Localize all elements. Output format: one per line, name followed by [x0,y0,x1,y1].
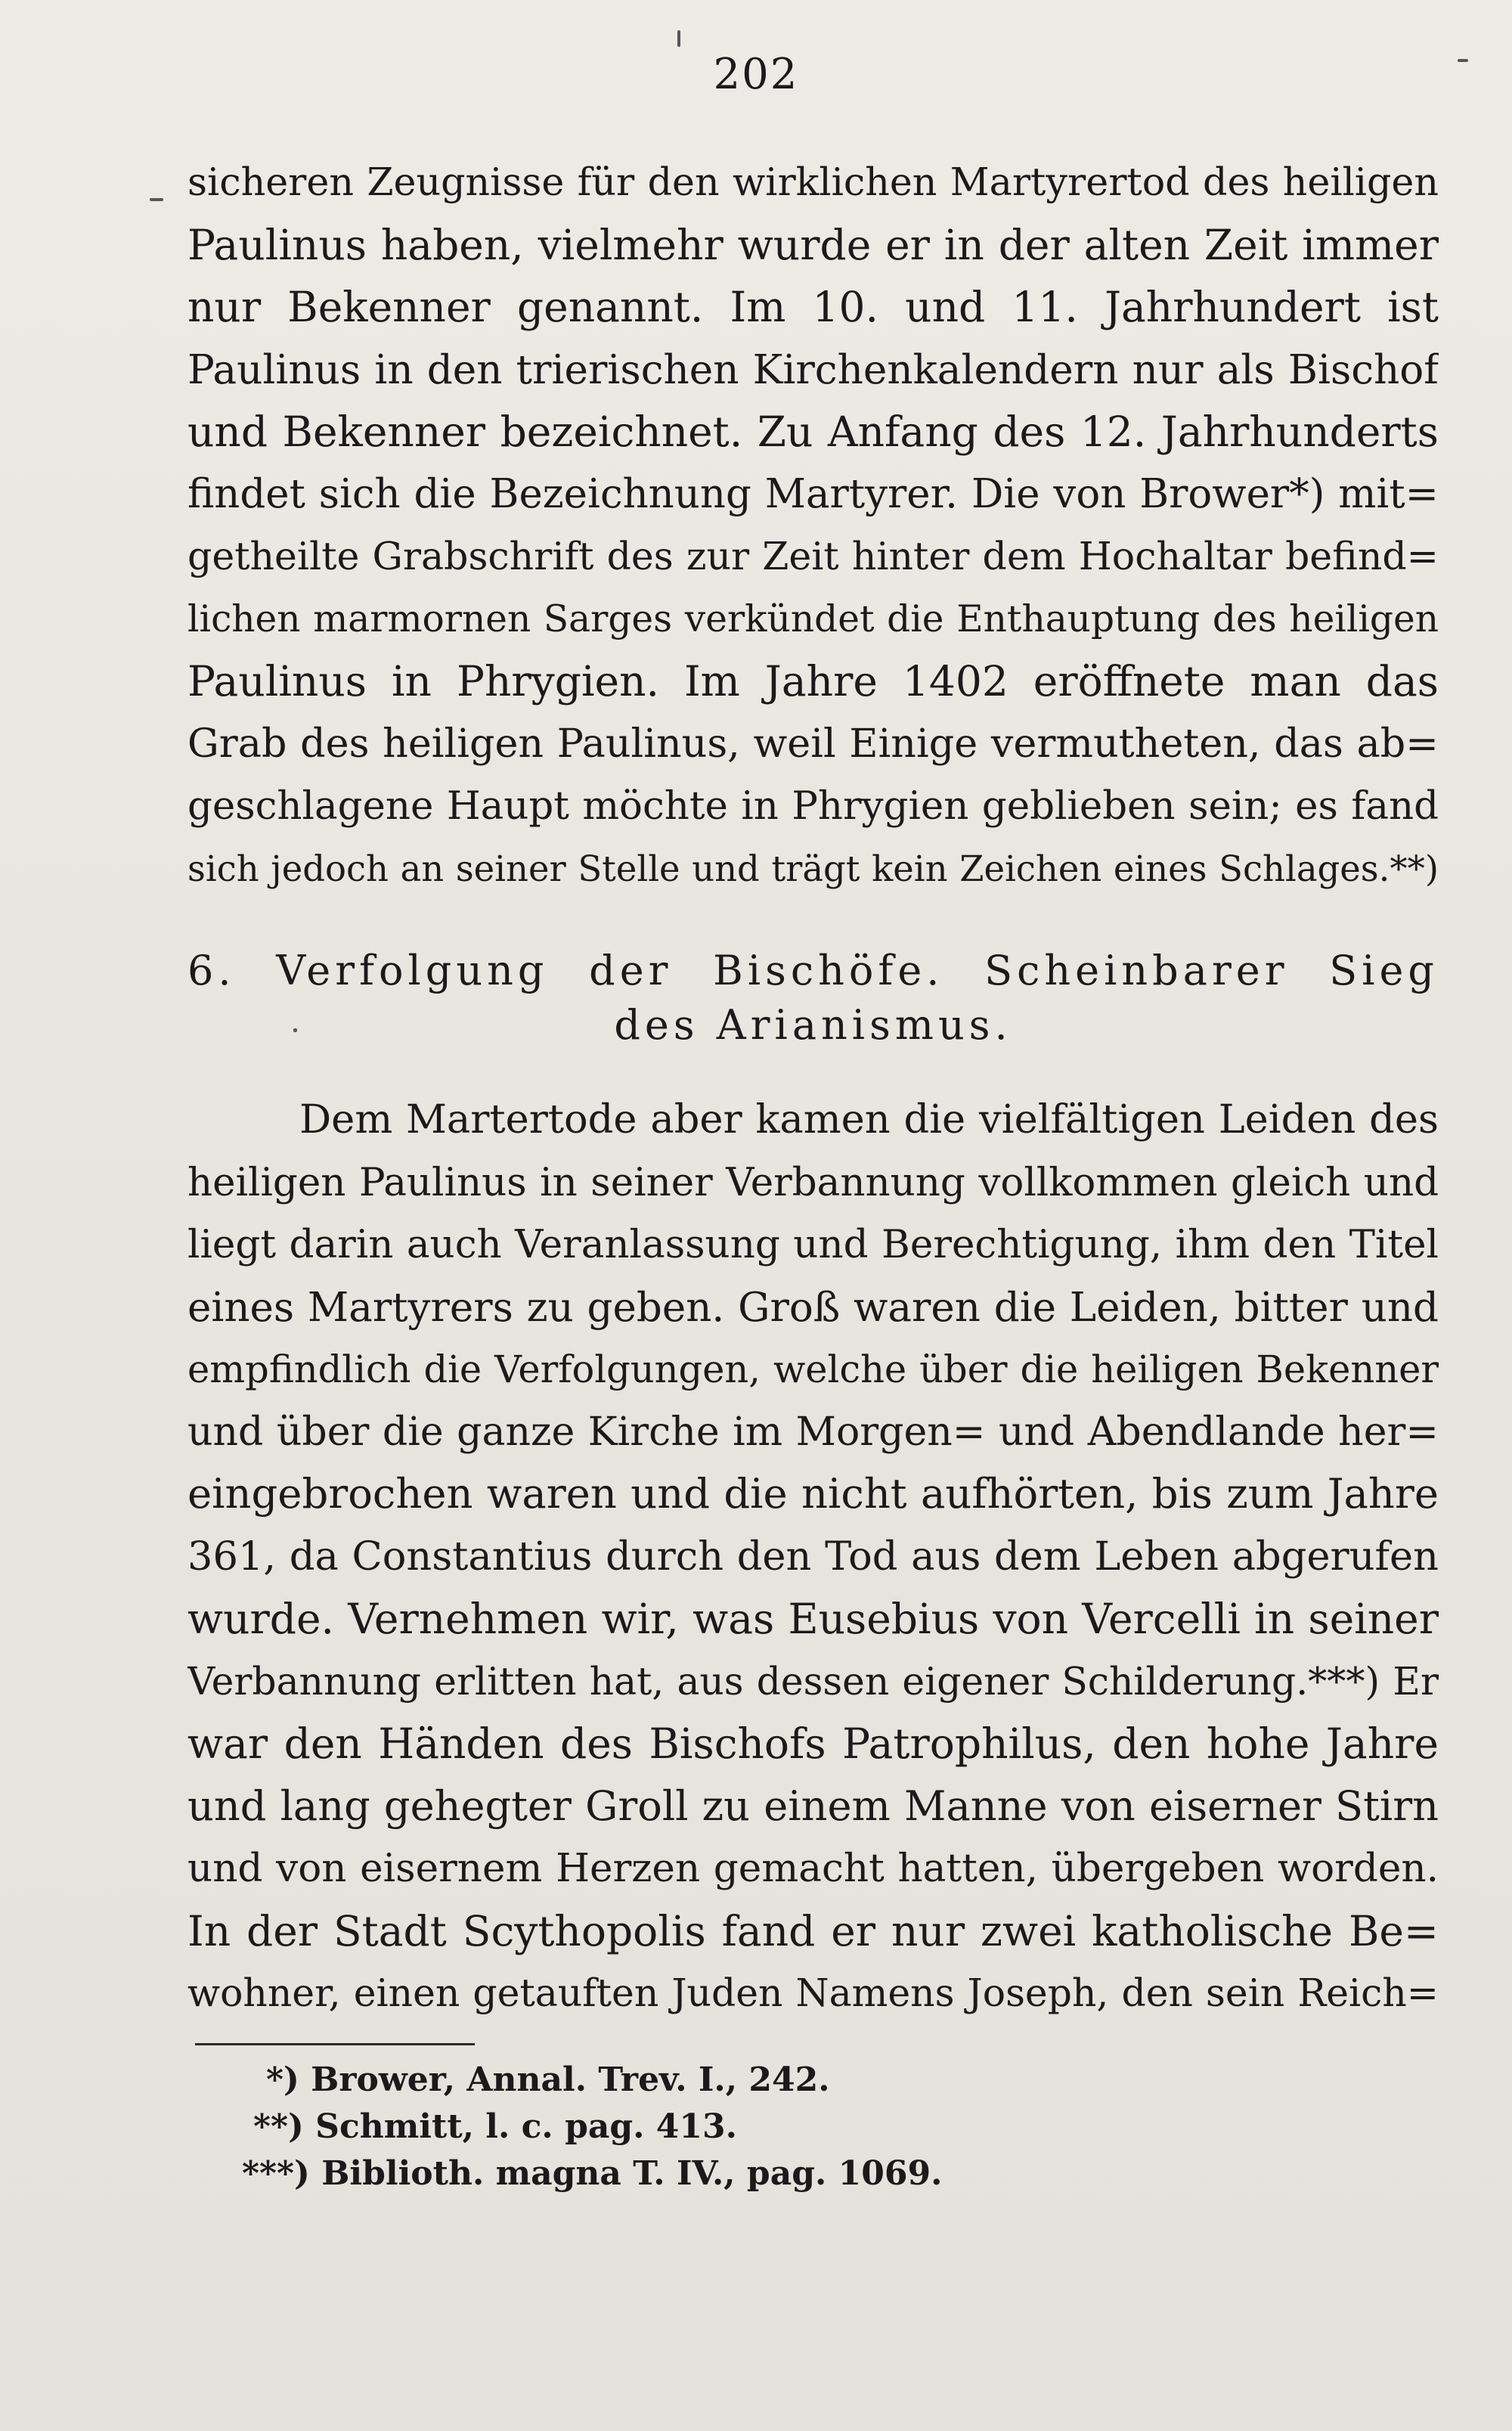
text-line: empfindlich die Verfolgungen, welche über die heiligen Bekenner [187,1347,1439,1391]
text-line: getheilte Grabschrift des zur Zeit hinter dem Hochaltar befind= [187,534,1439,578]
footnote-text: Brower, Annal. Trev. I., 242. [311,2060,830,2099]
text-line: Paulinus in den trierischen Kirchenkalendern nur als Bischof [187,346,1439,393]
text-line: Verbannung erlitten hat, aus dessen eigener Schilderung.***) Er [187,1658,1439,1704]
footnote-text: Biblioth. magna T. IV., pag. 1069. [321,2154,943,2193]
text-line: nur Bekenner genannt. Im 10. und 11. Jahrhundert ist [187,283,1439,331]
paragraph-1 [187,151,1439,900]
scan-speck [1458,59,1468,62]
text-line: liegt darin auch Veranlassung und Berechtigung, ihm den Titel [187,1222,1439,1267]
text-line: heiligen Paulinus in seiner Verbannung vollkommen gleich und [187,1159,1439,1205]
heading-line-1: 6. Verfolgung der Bischöfe. Scheinbarer Sieg [187,947,1439,994]
footnote-mark: *) [266,2060,299,2099]
text-line: war den Händen des Bischofs Patrophilus, den hohe Jahre [187,1719,1439,1768]
text-line: und lang gehegter Groll zu einem Manne von eiserner Stirn [187,1781,1439,1830]
section-heading [187,944,1439,1053]
text-line: wurde. Vernehmen wir, was Eusebius von Vercelli in seiner [187,1595,1439,1643]
text-line: 361, da Constantius durch den Tod aus dem Leben abgerufen [187,1533,1439,1580]
text-line: und von eisernem Herzen gemacht hatten, übergeben worden. [187,1846,1439,1891]
text-line: lichen marmornen Sarges verkündet die Enthauptung des heiligen [187,597,1439,640]
text-line: findet sich die Bezeichnung Martyrer. Die von Brower*) mit= [187,470,1439,517]
footnote-2 [0,2104,1512,2150]
footnotes [0,2057,1512,2197]
text-line: und Bekenner bezeichnet. Zu Anfang des 12. Jahrhunderts [187,408,1439,456]
text-line: geschlagene Haupt möchte in Phrygien geblieben sein; es fand [187,783,1439,829]
text-line: eines Martyrers zu geben. Groß waren die Leiden, bitter und [187,1283,1439,1331]
text-line: Paulinus in Phrygien. Im Jahre 1402 eröffnete man das [187,657,1439,705]
text-line: In der Stadt Scythopolis fand er nur zwei katholische Be= [187,1906,1439,1955]
footnote-3 [0,2150,1512,2197]
text-line: Paulinus haben, vielmehr wurde er in der alten Zeit immer [187,220,1439,269]
text-line: Grab des heiligen Paulinus, weil Einige vermutheten, das ab= [187,720,1439,767]
footnote-text: Schmitt, l. c. pag. 413. [315,2107,737,2146]
text-line: sich jedoch an seiner Stelle und trägt kein Zeichen eines Schlages.**) [187,848,1439,889]
text-line: sicheren Zeugnisse für den wirklichen Martyrertod des heiligen [187,160,1439,204]
scan-speck [677,30,680,47]
paragraph-2 [187,1089,1439,2025]
text-line: eingebrochen waren und die nicht aufhörten, bis zum Jahre [187,1470,1439,1518]
scan-speck [293,1028,297,1032]
text-line: Dem Martertode aber kamen die vielfältigen Leiden des [299,1096,1439,1143]
footnote-divider [195,2043,475,2045]
text-line: und über die ganze Kirche im Morgen= und Abendlande her= [187,1409,1439,1455]
text-line: wohner, einen getauften Juden Namens Joseph, den sein Reich= [187,1971,1439,2015]
footnote-mark: ***) [242,2154,310,2193]
heading-line-2: des Arianismus. [614,1001,1012,1049]
scan-speck [150,198,163,201]
page-number: 202 [713,50,799,99]
footnote-1 [0,2057,1512,2104]
footnote-mark: **) [253,2107,304,2146]
